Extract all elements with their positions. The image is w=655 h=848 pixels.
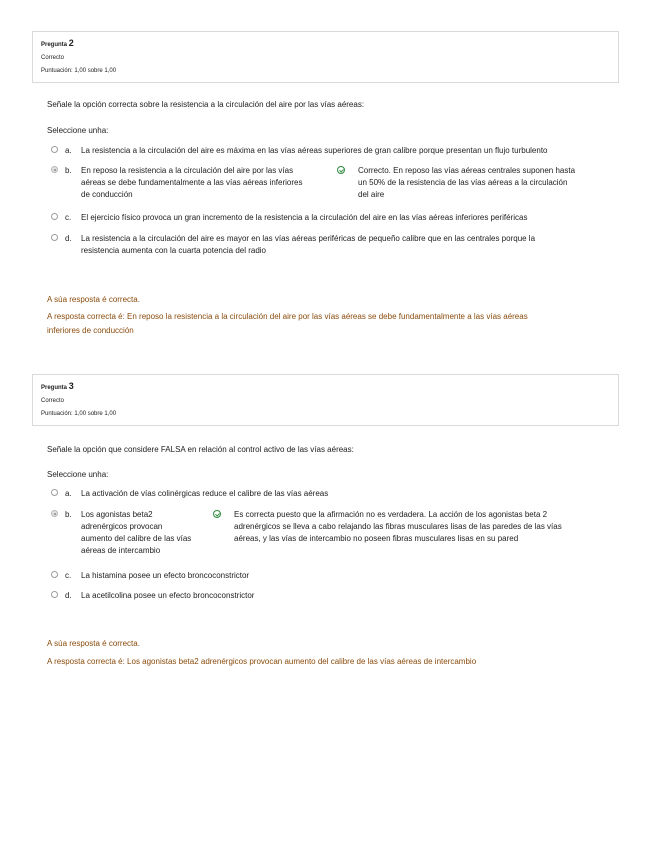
option-letter: c. (65, 571, 72, 580)
radio-button[interactable] (51, 213, 58, 220)
option-letter: a. (65, 146, 72, 155)
radio-button-selected[interactable] (51, 510, 58, 517)
correct-check-icon (213, 510, 221, 518)
option-text: La acetilcolina posee un efecto broncoconstrictor (81, 591, 255, 600)
option-letter: d. (65, 591, 72, 600)
question-info-box (32, 31, 619, 83)
radio-button[interactable] (51, 591, 58, 598)
radio-button[interactable] (51, 146, 58, 153)
option-feedback: Es correcta puesto que la afirmación no es verdadera. La acción de los agonistas beta 2 adrenérgicos se lleva a cabo relajando las fibras musculares lisas de las paredes de las vías aéreas, y las vías de intercambio no poseen fibras musculares lisas en su pared (234, 510, 562, 543)
question-grade: Puntuación: 1,00 sobre 1,00 (41, 411, 117, 417)
option-text: El ejercicio físico provoca un gran incremento de la resistencia a la circulación del aire en las vías aéreas inferiores periféricas (81, 213, 528, 222)
option-text: La histamina posee un efecto broncoconstrictor (81, 571, 250, 580)
option-letter: c. (65, 213, 72, 222)
result-message: A súa resposta é correcta. (47, 295, 140, 304)
option-text: La activación de vías colinérgicas reduce el calibre de las vías aéreas (81, 489, 329, 498)
option-letter: d. (65, 234, 72, 243)
question-number: Pregunta 3 (41, 381, 74, 391)
option-text: En reposo la resistencia a la circulación del aire por las vías aéreas se debe fundamentalmente a las vías aéreas inferiores de conducción (81, 166, 303, 199)
question-text: Señale la opción que considere FALSA en relación al control activo de las vías aéreas: (47, 445, 354, 454)
answer-prompt: Seleccione unha: (47, 126, 109, 135)
option-letter: b. (65, 510, 72, 519)
question-text: Señale la opción correcta sobre la resistencia a la circulación del aire por las vías aéreas: (47, 100, 365, 109)
question-state: Correcto (41, 398, 65, 404)
option-text: Los agonistas beta2 adrenérgicos provocan aumento del calibre de las vías aéreas de intercambio (81, 510, 192, 555)
radio-button-selected[interactable] (51, 166, 58, 173)
option-feedback: Correcto. En reposo las vías aéreas centrales suponen hasta un 50% de la resistencia de las vías aéreas a la circulación del aire (358, 166, 576, 199)
option-letter: a. (65, 489, 72, 498)
option-text: La resistencia a la circulación del aire es mayor en las vías aéreas periféricas de pequeño calibre que en las centrales porque la resistencia aumenta con la cuarta potencia del radio (81, 234, 536, 255)
answer-prompt: Seleccione unha: (47, 470, 109, 479)
question-state: Correcto (41, 55, 65, 61)
option-letter: b. (65, 166, 72, 175)
radio-button[interactable] (51, 489, 58, 496)
correct-answer: A resposta correcta é: Los agonistas beta2 adrenérgicos provocan aumento del calibre de las vías aéreas de intercambio (47, 657, 477, 666)
question-grade: Puntuación: 1,00 sobre 1,00 (41, 68, 117, 74)
question-info-box (32, 374, 619, 426)
correct-answer: A resposta correcta é: En reposo la resistencia a la circulación del aire por las vías aéreas se debe fundamentalmente a las vías aéreas inferiores de conducción (47, 312, 528, 335)
option-text: La resistencia a la circulación del aire es máxima en las vías aéreas superiores de gran calibre porque presentan un flujo turbulento (81, 146, 548, 155)
result-message: A súa resposta é correcta. (47, 639, 140, 648)
radio-button[interactable] (51, 571, 58, 578)
correct-check-icon (337, 166, 345, 174)
radio-button[interactable] (51, 234, 58, 241)
question-number: Pregunta 2 (41, 38, 74, 48)
